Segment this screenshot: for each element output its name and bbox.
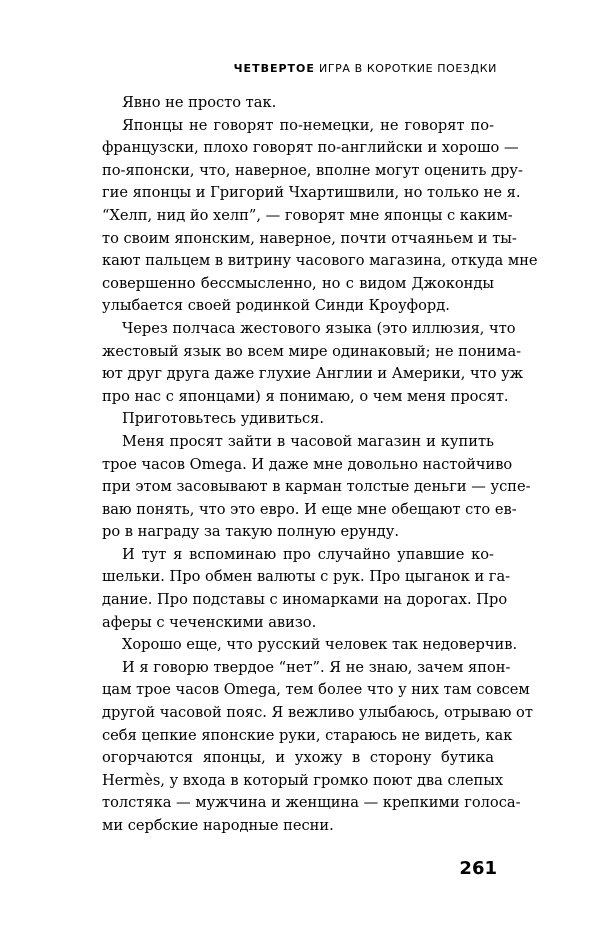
text-line: про нас с японцами) я понимаю, о чем меня просят. — [102, 387, 509, 405]
text-line: Приготовьтесь удивиться. — [122, 410, 324, 428]
text-line: И я говорю твердое “нет”. Я не знаю, зачем япон- — [122, 658, 511, 676]
text-line: Меня просят зайти в часовой магазин и купить — [122, 432, 494, 450]
text-line: улыбается своей родинкой Синди Кроуфорд. — [102, 297, 450, 315]
text-line: ро в награду за такую полную ерунду. — [102, 523, 400, 541]
text-line: по-японски, что, наверное, вполне могут оценить дру- — [102, 161, 523, 179]
text-line: И тут я вспоминаю про случайно упавшие ко- — [122, 545, 494, 563]
text-line: кают пальцем в витрину часового магазина, откуда мне — [102, 252, 538, 270]
chapter-title: ИГРА В КОРОТКИЕ ПОЕЗДКИ — [319, 62, 497, 75]
text-line: французски, плохо говорят по-английски и хорошо — — [102, 139, 519, 157]
chapter-label: ЧЕТВЕРТОЕ — [233, 62, 315, 75]
text-line: то своим японским, наверное, почти отчаяньем и ты- — [102, 229, 517, 247]
page-number: 261 — [459, 858, 497, 879]
text-line: другой часовой пояс. Я вежливо улыбаюсь, отрываю от — [102, 704, 533, 722]
text-line: Японцы не говорят по-немецки, не говорят по- — [122, 116, 494, 134]
text-line: толстяка — мужчина и женщина — крепкими голоса- — [102, 794, 521, 812]
text-line: жестовый язык во всем мире одинаковый; не понима- — [102, 342, 522, 360]
text-line: совершенно бессмысленно, но с видом Джоконды — [102, 274, 494, 292]
text-line: себя цепкие японские руки, стараюсь не видеть, как — [102, 726, 513, 744]
text-line: гие японцы и Григорий Чхартишвили, но только не я. — [102, 184, 521, 202]
text-line: “Хелп, нид йо хелп”, — говорят мне японцы с каким- — [102, 206, 513, 224]
text-line: дание. Про подставы с иномарками на дорогах. Про — [102, 591, 508, 609]
text-line: Hermès, у входа в который громко поют два слепых — [102, 771, 504, 789]
running-head — [234, 62, 497, 75]
text-line: аферы с чеченскими авизо. — [102, 613, 317, 631]
text-line: при этом засовывают в карман толстые деньги — успе- — [102, 478, 531, 496]
text-line: трое часов Omega. И даже мне довольно настойчиво — [102, 455, 513, 473]
text-line: Хорошо еще, что русский человек так недоверчив. — [122, 636, 518, 654]
text-line: цам трое часов Omega, тем более что у них там совсем — [102, 681, 530, 699]
text-line: ми сербские народные песни. — [102, 817, 334, 834]
text-line: Явно не просто так. — [122, 94, 277, 111]
body-text — [102, 92, 538, 838]
text-line: ют друг друга даже глухие Англии и Америки, что уж — [102, 365, 524, 383]
text-line: ваю понять, что это евро. И еще мне обещают сто ев- — [102, 500, 517, 518]
text-line: шельки. Про обмен валюты с рук. Про цыганок и га- — [102, 568, 511, 586]
text-line: огорчаются японцы, и ухожу в сторону бутика — [102, 749, 494, 767]
text-line: Через полчаса жестового языка (это иллюзия, что — [122, 319, 516, 337]
